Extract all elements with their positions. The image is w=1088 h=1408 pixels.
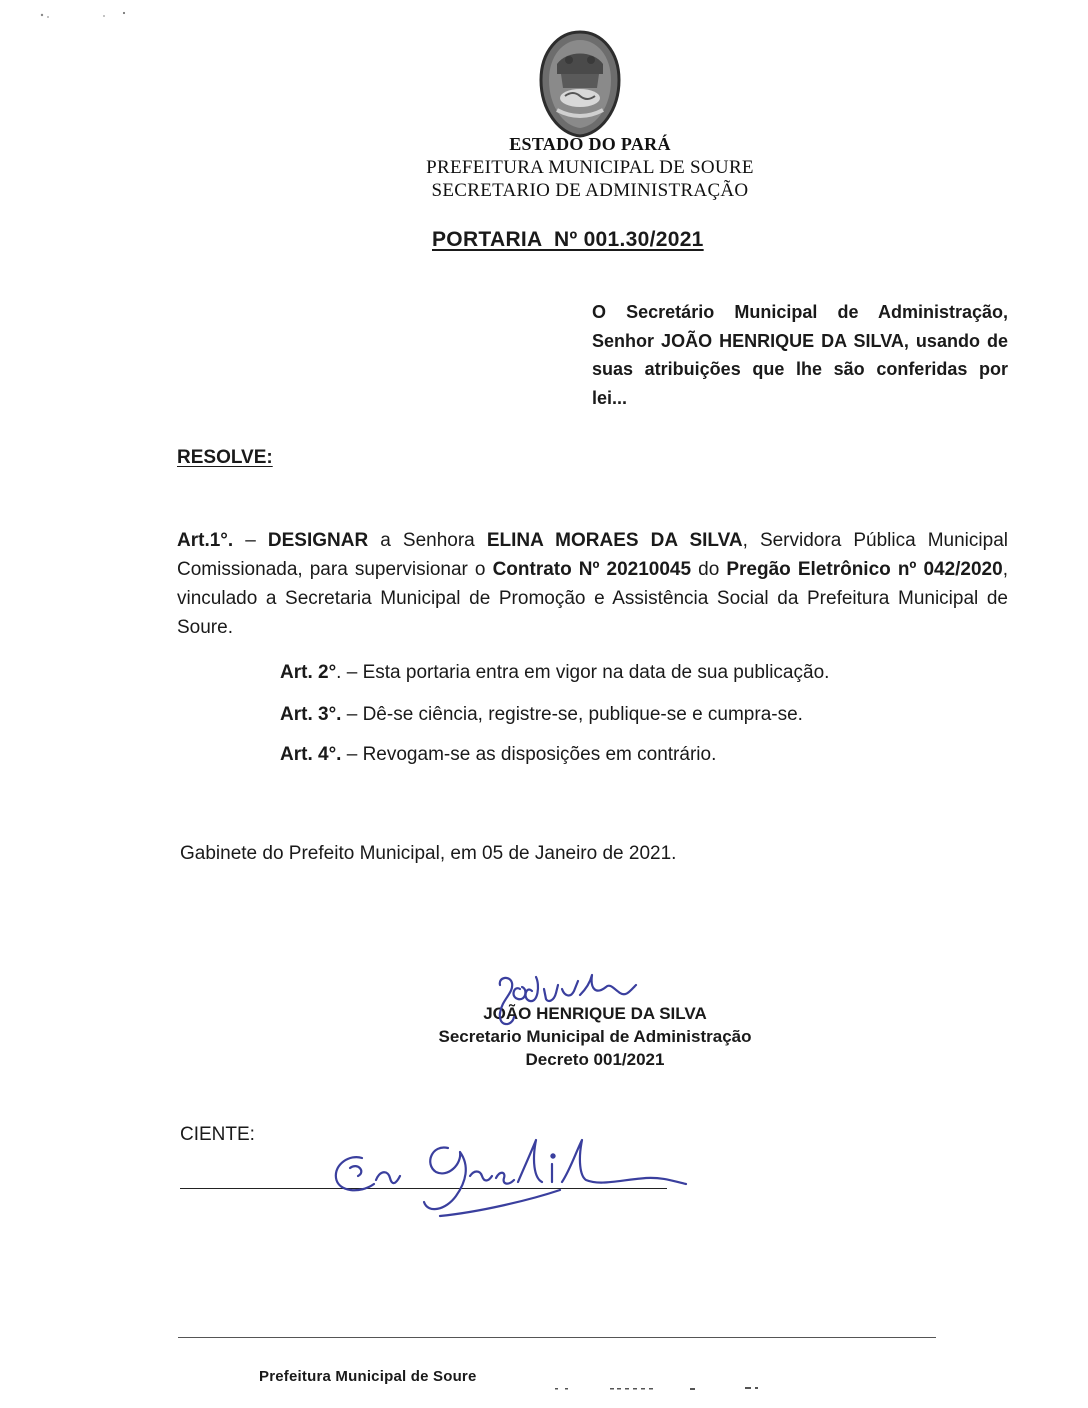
signatory-decree: Decreto 001/2021 <box>525 1050 665 1069</box>
signature-ciente <box>320 1120 700 1220</box>
article-4 <box>280 744 716 766</box>
article-1-text-4: , vinculado a Secretaria Municipal de Promoção e Assistência Social da Prefeitura Municipal de Soure. <box>177 559 1008 638</box>
article-1-verb: DESIGNAR <box>267 530 369 551</box>
document-title: PORTARIA Nº 001.30/2021 <box>432 228 704 251</box>
article-3 <box>280 704 803 726</box>
article-1-text-1: a Senhora <box>368 530 487 551</box>
article-1-tender: Pregão Eletrônico nº 042/2020 <box>726 559 1003 580</box>
article-4-text: – Revogam-se as disposições em contrário. <box>341 744 717 765</box>
scan-specks <box>0 0 200 40</box>
ciente-label: CIENTE: <box>180 1124 255 1145</box>
footer-text: Prefeitura Municipal de Soure <box>259 1368 477 1385</box>
municipal-coat-of-arms-icon <box>537 30 623 138</box>
signatory-role: Secretario Municipal de Administração <box>438 1027 752 1046</box>
footer-divider <box>178 1337 936 1338</box>
article-3-text: – Dê-se ciência, registre-se, publique-se e cumpra-se. <box>341 704 803 725</box>
article-1-person: ELINA MORAES DA SILVA <box>486 530 743 551</box>
article-1-label: Art.1°. <box>177 530 234 551</box>
article-2-label: Art. 2° <box>280 662 337 683</box>
footer-scan-noise <box>555 1384 775 1392</box>
article-2 <box>280 662 829 684</box>
article-3-label: Art. 3°. <box>280 704 342 725</box>
letterhead <box>340 133 840 202</box>
resolve-heading: RESOLVE: <box>177 447 273 468</box>
state-name: ESTADO DO PARÁ <box>509 134 671 154</box>
article-1-text-2: , Servidora Pública Municipal Comissionada, para supervisionar o <box>177 530 1008 580</box>
closing-line: Gabinete do Prefeito Municipal, em 05 de Janeiro de 2021. <box>180 843 677 864</box>
article-1-contract: Contrato Nº 20210045 <box>492 559 692 580</box>
signatory-name: JOÃO HENRIQUE DA SILVA <box>483 1004 707 1023</box>
article-1 <box>177 526 1008 642</box>
article-1-dash: – <box>233 530 268 551</box>
department-name: SECRETARIO DE ADMINISTRAÇÃO <box>431 180 749 201</box>
article-2-text: . – Esta portaria entra em vigor na data de sua publicação. <box>336 662 830 683</box>
city-hall-name: PREFEITURA MUNICIPAL DE SOURE <box>426 157 754 178</box>
article-1-text-3: do <box>691 559 727 580</box>
article-4-label: Art. 4°. <box>280 744 342 765</box>
signature-secretary <box>440 955 670 1035</box>
preamble-paragraph: O Secretário Municipal de Administração, Senhor JOÃO HENRIQUE DA SILVA, usando de suas atribuições que lhe são conferidas por lei... <box>592 302 1008 408</box>
